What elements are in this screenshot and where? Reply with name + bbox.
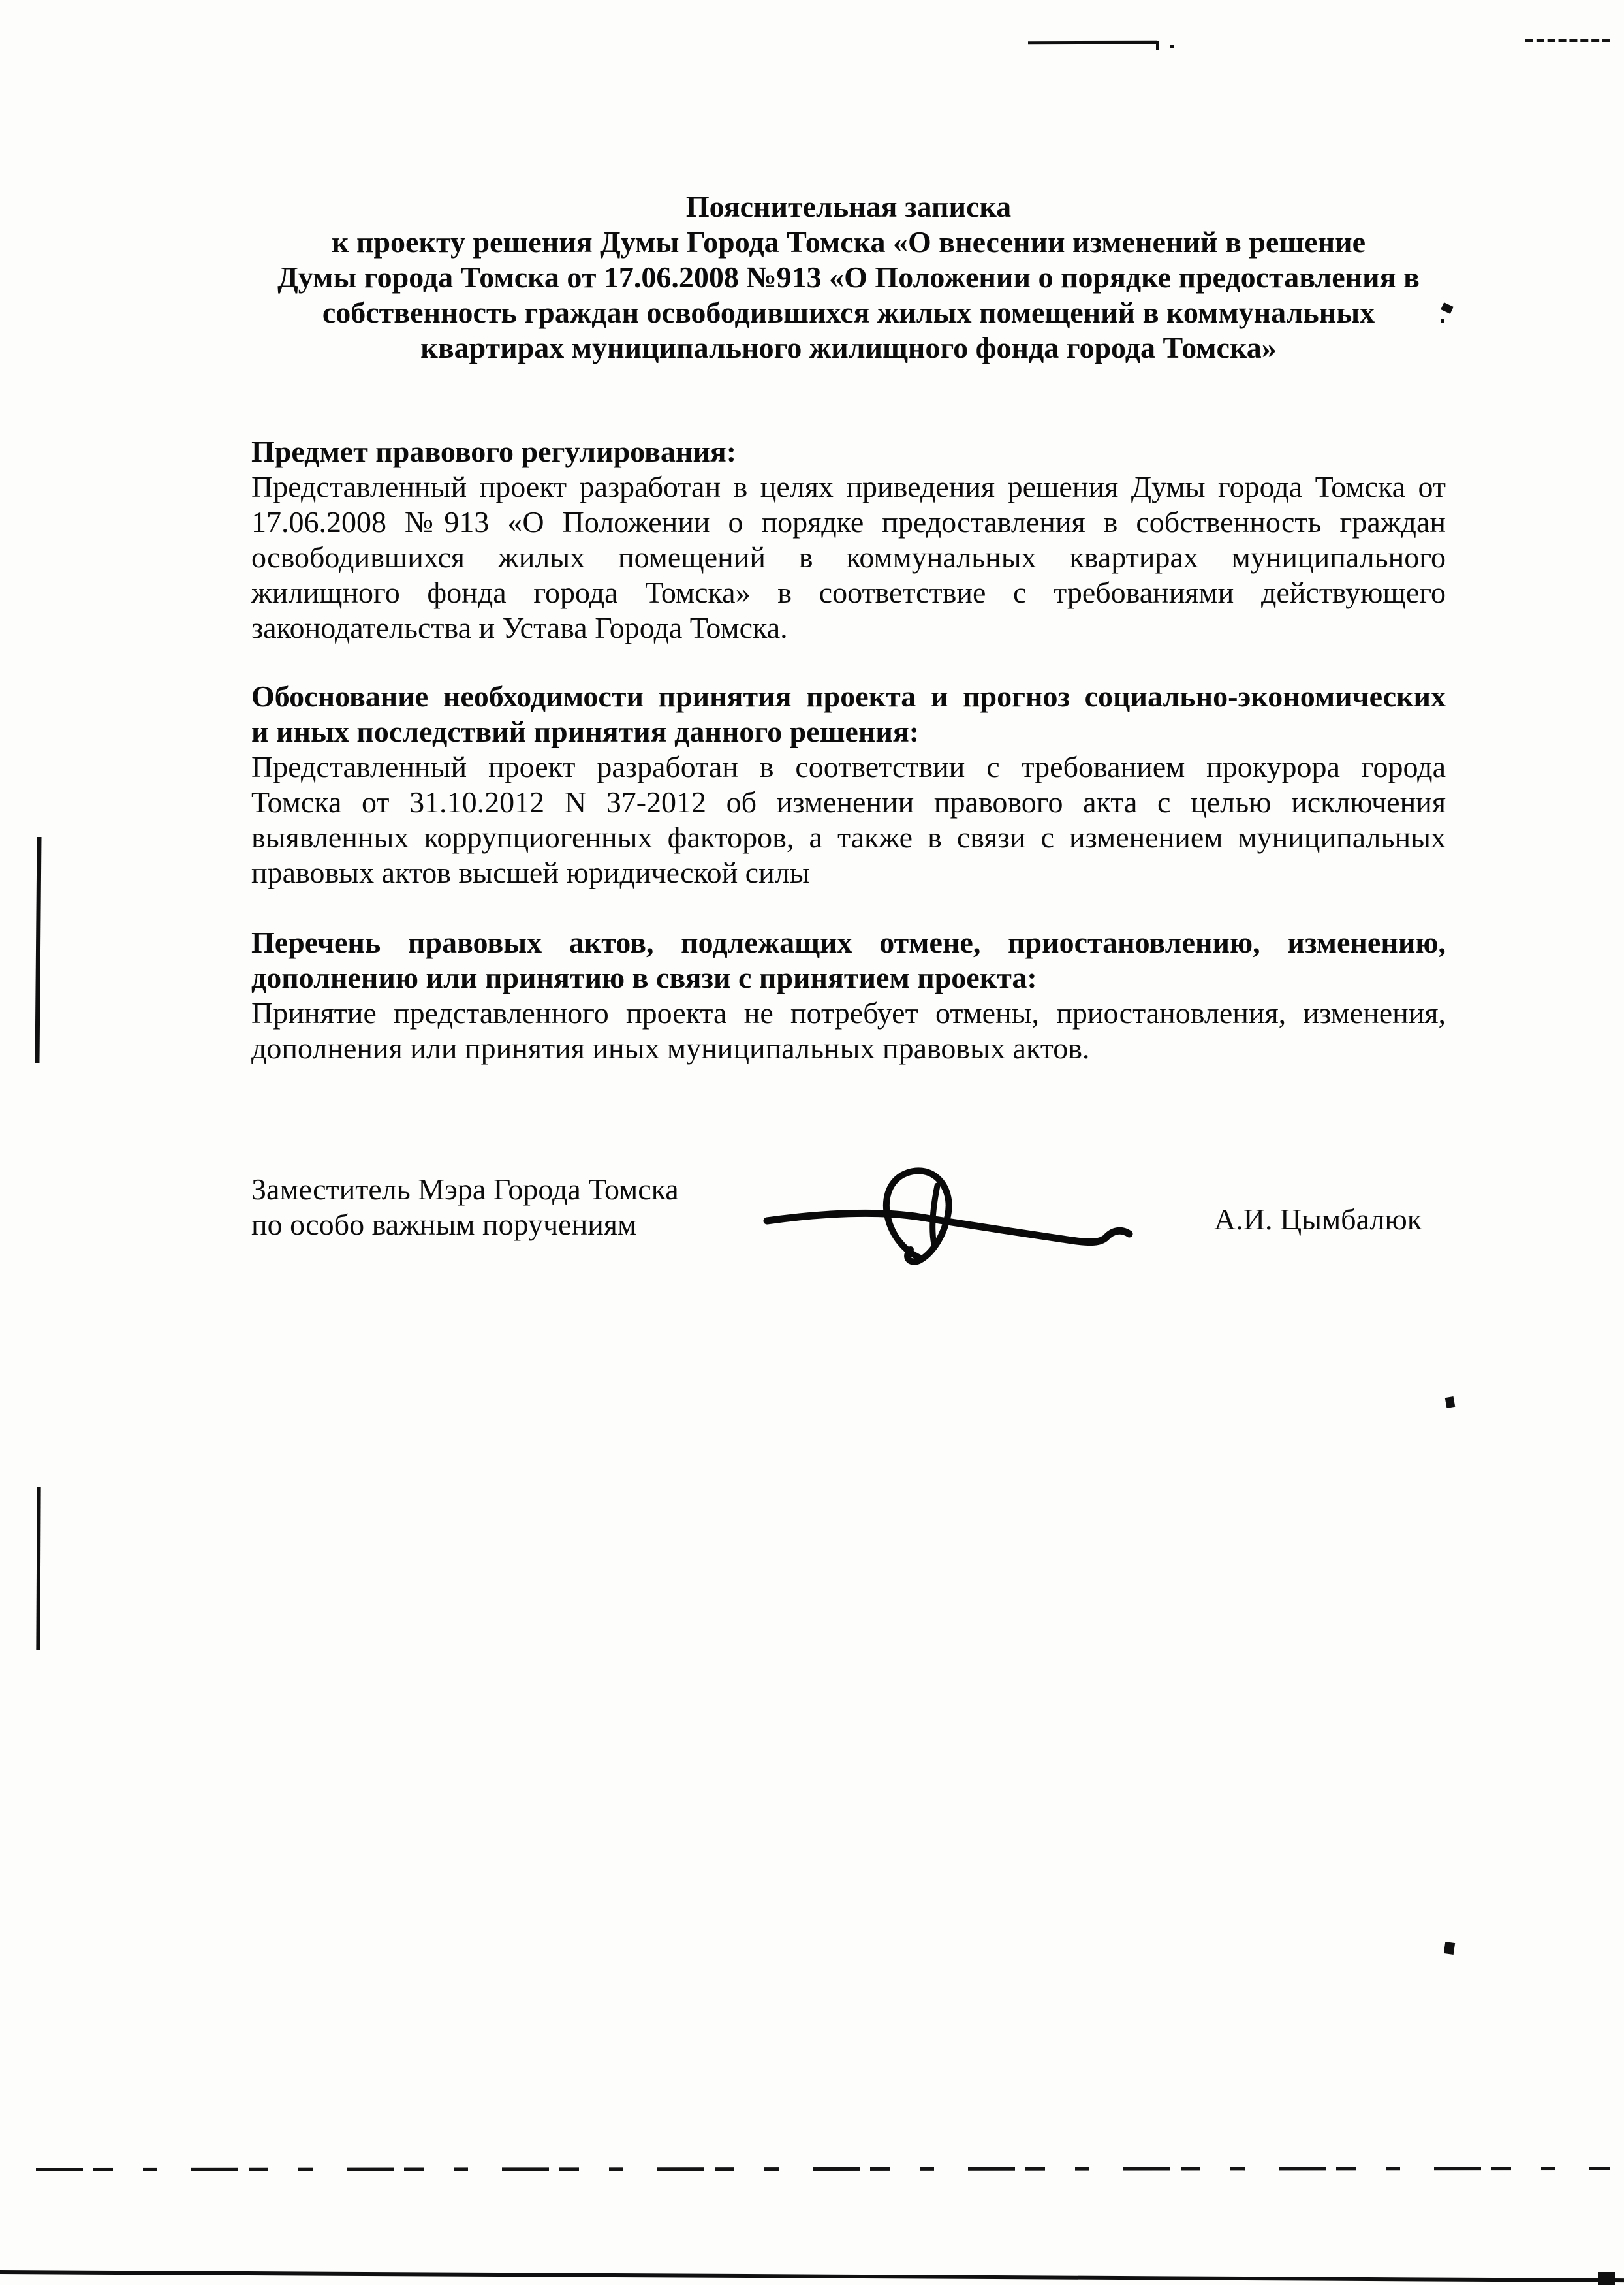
- scan-artifact-top-line: [1028, 41, 1157, 45]
- scan-artifact-top-dot: [1170, 45, 1174, 48]
- body-line: Томска от 31.10.2012 N 37-2012 об изменении правового акта с целью исключения: [251, 785, 1446, 819]
- title-line: к проекту решения Думы Города Томска «О внесении изменений в решение: [331, 225, 1366, 259]
- body-line: жилищного фонда города Томска» в соответствие с требованиями действующего: [251, 576, 1446, 609]
- section-heading: Обоснование необходимости принятия проекта и прогноз социально-экономических: [251, 680, 1446, 713]
- section-heading: дополнению или принятию в связи с принятием проекта:: [251, 961, 1037, 994]
- scan-artifact-bottom-dashed-line: [36, 2167, 1610, 2171]
- section-heading: Перечень правовых актов, подлежащих отмене, приостановлению, изменению,: [251, 926, 1446, 959]
- scan-artifact-bottom-blob: [1598, 2272, 1615, 2285]
- body-line: 17.06.2008 №913 «О Положении о порядке предоставления в собственность граждан: [251, 505, 1446, 539]
- section-list-of-legal-acts: [251, 925, 1446, 1066]
- signature-position-line: по особо важным поручениям: [251, 1208, 637, 1241]
- scan-artifact-speck: [1445, 1396, 1456, 1408]
- title-line: собственность граждан освободившихся жилых помещений в коммунальных: [322, 296, 1375, 329]
- title-line: Пояснительная записка: [685, 190, 1012, 223]
- scan-artifact-left-edge-line: [35, 837, 41, 1063]
- section-subject-of-regulation: [251, 434, 1446, 646]
- body-line: освободившихся жилых помещений в коммунальных квартирах муниципального: [251, 541, 1446, 574]
- scan-artifact-left-edge-line: [36, 1487, 40, 1650]
- section-heading: Предмет правового регулирования:: [251, 435, 737, 468]
- signature-position-line: Заместитель Мэра Города Томска: [251, 1173, 679, 1206]
- scan-artifact-top-tick: [1156, 41, 1159, 50]
- body-line: выявленных коррупциогенных факторов, а также в связи с изменением муниципальных: [251, 821, 1446, 854]
- scan-artifact-speck: [1444, 1942, 1455, 1955]
- body-line: правовых актов высшей юридической силы: [251, 856, 810, 889]
- body-line: законодательства и Устава Города Томска.: [251, 611, 788, 644]
- scan-artifact-top-dashed-line: [1525, 39, 1610, 42]
- body-line: Представленный проект разработан в соответствии с требованием прокурора города: [251, 750, 1446, 783]
- body-line: Представленный проект разработан в целях приведения решения Думы города Томска от: [251, 470, 1446, 503]
- title-line: Думы города Томска от 17.06.2008 №913 «О Положении о порядке предоставления в: [277, 260, 1420, 294]
- body-line: дополнения или принятия иных муниципальных правовых актов.: [251, 1032, 1090, 1065]
- section-justification: [251, 679, 1446, 890]
- scan-artifact-bottom-line: [0, 2270, 1624, 2282]
- title-line: квартирах муниципального жилищного фонда города Томска»: [420, 331, 1277, 364]
- document-title: [251, 189, 1446, 366]
- signature: [751, 1161, 1155, 1272]
- body-line: Принятие представленного проекта не потребует отмены, приостановления, изменения,: [251, 996, 1446, 1030]
- signature-name: А.И. Цымбалюк: [1214, 1203, 1422, 1236]
- section-heading: и иных последствий принятия данного решения:: [251, 715, 920, 748]
